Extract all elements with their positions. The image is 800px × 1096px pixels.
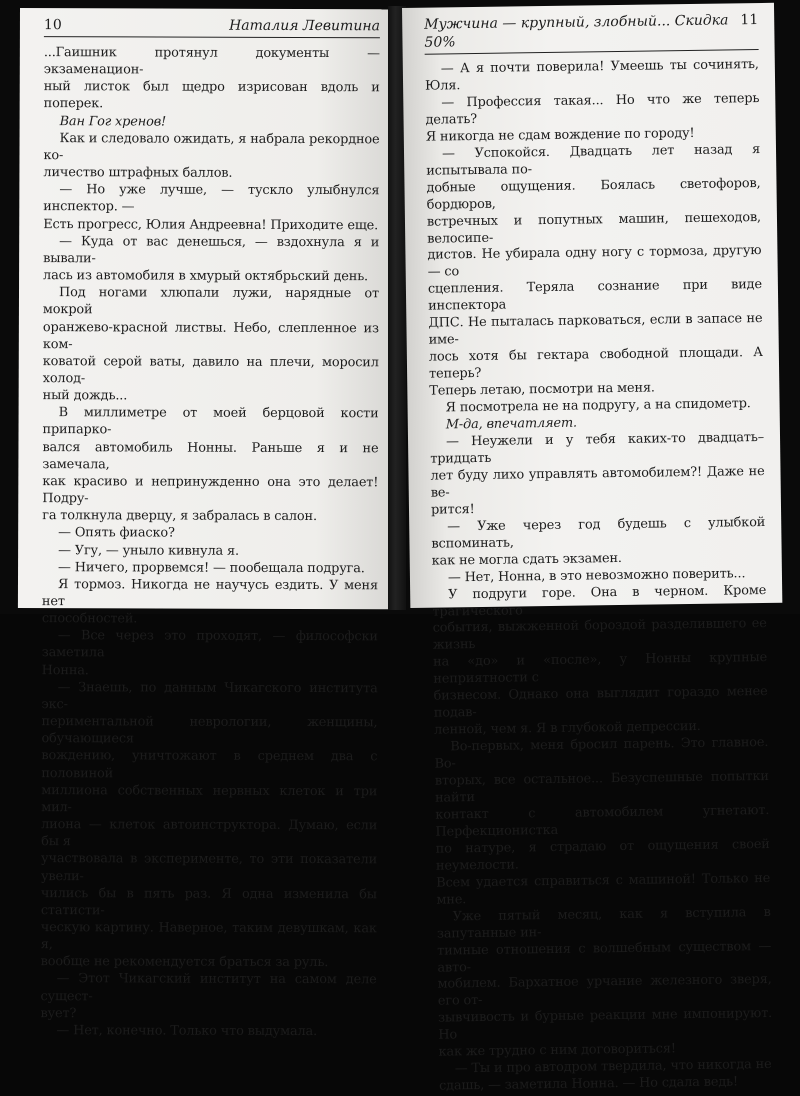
right-page-number: 11 (740, 12, 759, 29)
paragraph: — Куда от вас денешься, — вздохнула я и вывали- лась из автомобиля в хмурый октябрьский день. (43, 233, 380, 285)
right-page (402, 3, 782, 1094)
right-running-head (424, 11, 759, 55)
paragraph: Во-первых, меня бросил парень. Это главное. Во- вторых, все остальное... Безуспешные попытки найти контакт с автомобилем угнетают. Перфекционистка по натуре, я страдаю от ощущения своей неумелости. Всем удается справиться с машиной! Только не мне. (434, 735, 771, 908)
paragraph: — Угу, — уныло кивнула я. (58, 542, 239, 559)
right-page-text (425, 57, 773, 1096)
left-page-text (40, 44, 379, 1040)
paragraph: Ван Гог хренов! (59, 113, 167, 130)
paragraph: Я посмотрела не на подругу, а на спидометр. (445, 396, 751, 416)
paragraph: — Ты и про автодром твердила, что никогда не сдашь, — заметила Нонна. — Но сдала ведь! (438, 1057, 772, 1094)
paragraph: — Этот Чикагский институт на самом деле сущест- вует? (40, 971, 377, 1021)
paragraph: Под ногами хлюпали лужи, нарядные от мокрой оранжево-красной листвы. Небо, слепленное из ком- коватой серой ваты, давило на плечи, моросил холод- ный дождь... (42, 285, 380, 404)
paragraph: ...Гаишник протянул документы — экзаменацион- ный листок был щедро изрисован вдоль и поперек. (43, 45, 380, 112)
left-running-title: Наталия Левитина (229, 17, 380, 35)
paragraph: Я тормоз. Никогда не научусь ездить. У меня нет способностей. (41, 576, 379, 627)
paragraph: — А я почти поверила! Умеешь ты сочинять, Юля. (424, 57, 759, 94)
paragraph: — Нет, Нонна, в это невозможно поверить... (447, 565, 746, 586)
paragraph: — Уже через год будешь с улыбкой вспоминать, как не могла сдать экзамен. (431, 514, 766, 569)
paragraph: — Опять фиаско? (58, 525, 175, 541)
paragraph: М-да, впечатляет. (445, 415, 578, 433)
paragraph: — Все через это проходят, — философски заметила Нонна. (41, 628, 378, 678)
paragraph: В миллиметре от моей берцовой кости припарко- вался автомобиль Нонны. Раньше я и не замечала, как красиво и непринужденно она это делает! Подру- га толкнула дверцу, я забралась в салон. (42, 405, 379, 525)
right-running-title: Мужчина — крупный, злобный... Скидка 50% (424, 12, 729, 51)
paragraph: Как и следовало ожидать, я набрала рекордное ко- личество штрафных баллов. (43, 130, 380, 181)
paragraph: Уже пятый месяц, как я вступила в запутанные ин- тимные отношения с волшебным существом — авто- мобилем. Бархатное урчание железного зверя, его от- зывчивость и бурные реакции мне импонируют. Но как же трудно с ним договориться! (436, 904, 773, 1060)
paragraph: — Но уже лучше, — тускло улыбнулся инспектор. — Есть прогресс, Юлия Андреевна! Приходите еще. (43, 182, 380, 233)
paragraph: — Неужели и у тебя каких-то двадцать–тридцать лет буду лихо управлять автомобилем?! Даже не ве- рится! (430, 429, 765, 518)
left-page-number: 10 (43, 17, 62, 34)
paragraph: — Успокойся. Двадцать лет назад я испытывала по- добные ощущения. Боялась светофоров, бордюров, встречных и попутных машин, пешеходов, велосипе- дистов. Не убирала одну ногу с тормоза, другую — со сцепления. Теряла сознание при виде инспектора ДПС. Не пыталась парковаться, если в запасе не име- лось хотя бы гектара свободной площади. А теперь? Теперь летаю, посмотри на меня. (426, 141, 763, 399)
paragraph: — Нет, конечно. Только что выдумала. (56, 1023, 318, 1039)
paragraph: — Знаешь, по данным Чикагского института экс- периментальной неврологии, женщины, обучающиеся вождению, уничтожают в среднем два с половиной миллиона собственных нервных клеток и три мил- лиона — клеток автоинструктора. Думаю, если бы я участвовала в эксперименте, то эти показатели увели- чились бы в пять раз. Я одна изменила бы статисти- ческую картину. Наверное, таким девушкам, как я, вообще не рекомендуется браться за руль. (40, 679, 378, 971)
paragraph: — Профессия такая... Но что же теперь делать? Я никогда не сдам вождение по городу! (425, 90, 760, 145)
left-page (18, 8, 392, 1039)
paragraph: У подруги горе. Она в черном. Кроме трагического события, выжженной бороздой разделившего ее жизнь на «до» и «после», у Нонны крупные неприятности с бизнесом. Однако она выглядит гораздо менее подав- ленной, чем я. Я в глубокой депрессии. (432, 582, 768, 738)
left-running-head (44, 16, 380, 38)
paragraph: — Ничего, прорвемся! — пообещала подруга. (58, 559, 365, 576)
